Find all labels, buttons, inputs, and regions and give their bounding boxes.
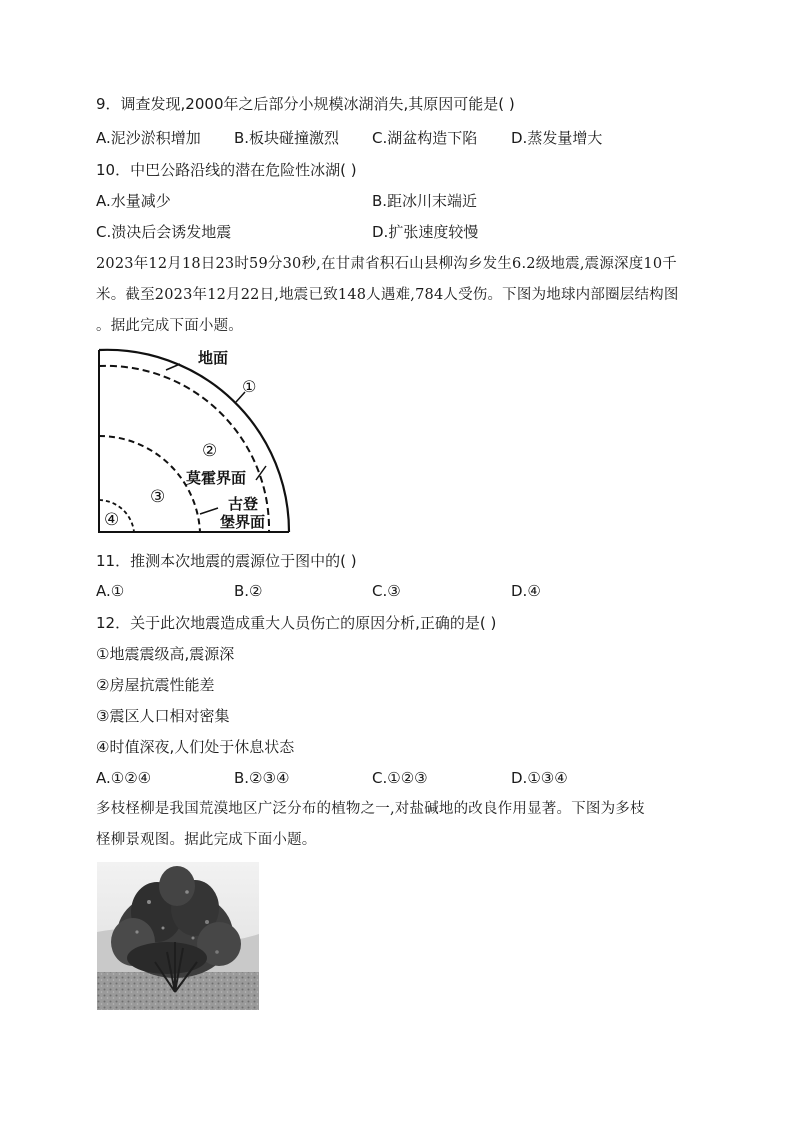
q10-option-b: B.距冰川末端近: [372, 192, 478, 210]
q12-option-d: D.①③④: [511, 769, 568, 787]
q9-option-d: D.蒸发量增大: [511, 129, 603, 147]
passage1-line-1: 2023年12月18日23时59分30秒,在甘肃省积石山县柳沟乡发生6.2级地震,震源深度10千: [96, 256, 677, 272]
q10-stem: 10．中巴公路沿线的潜在危险性冰湖( ): [96, 161, 357, 179]
q9-stem: 9．调查发现,2000年之后部分小规模冰湖消失,其原因可能是( ): [96, 95, 515, 113]
tamarisk-landscape-photo: [97, 862, 259, 1010]
surface-label: 地面: [198, 350, 229, 367]
moho-label: 莫霍界面: [186, 470, 247, 487]
surface-leader: [166, 364, 180, 370]
q11-option-a: A.①: [96, 582, 125, 600]
layer1-label: ①: [242, 377, 257, 396]
layer3-label: ③: [150, 487, 166, 507]
q10-option-a: A.水量减少: [96, 192, 171, 210]
q12-statement-4: ④时值深夜,人们处于休息状态: [96, 738, 295, 756]
q11-stem: 11．推测本次地震的震源位于图中的( ): [96, 552, 357, 570]
earth-interior-diagram: [96, 344, 292, 536]
gutenberg-leader: [200, 508, 218, 514]
q9-option-a: A.泥沙淤积增加: [96, 129, 201, 147]
passage1-line-3: 。据此完成下面小题。: [96, 318, 243, 334]
q11-option-c: C.③: [372, 582, 401, 600]
q11-option-b: B.②: [234, 582, 263, 600]
q12-statement-2: ②房屋抗震性能差: [96, 676, 215, 694]
passage1-line-2: 米。截至2023年12月22日,地震已致148人遇难,784人受伤。下图为地球内部圈层结构图: [96, 287, 679, 303]
passage2-line-2: 柽柳景观图。据此完成下面小题。: [96, 832, 317, 848]
q12-option-c: C.①②③: [372, 769, 428, 787]
layer2-label: ②: [202, 441, 218, 461]
q9-option-c: C.湖盆构造下陷: [372, 129, 478, 147]
q12-statement-1: ①地震震级高,震源深: [96, 645, 235, 663]
q12-stem: 12．关于此次地震造成重大人员伤亡的原因分析,正确的是( ): [96, 614, 497, 632]
q11-option-d: D.④: [511, 582, 541, 600]
gutenberg-label-line2: 堡界面: [220, 514, 266, 531]
q12-option-b: B.②③④: [234, 769, 290, 787]
q9-option-b: B.板块碰撞激烈: [234, 129, 340, 147]
passage2-line-1: 多枝柽柳是我国荒漠地区广泛分布的植物之一,对盐碱地的改良作用显著。下图为多枝: [96, 801, 645, 817]
q12-statement-3: ③震区人口相对密集: [96, 707, 230, 725]
q10-option-c: C.溃决后会诱发地震: [96, 223, 232, 241]
gutenberg-label-line1: 古登: [228, 496, 259, 513]
layer4-label: ④: [104, 510, 120, 530]
q10-option-d: D.扩张速度较慢: [372, 223, 479, 241]
q12-option-a: A.①②④: [96, 769, 152, 787]
